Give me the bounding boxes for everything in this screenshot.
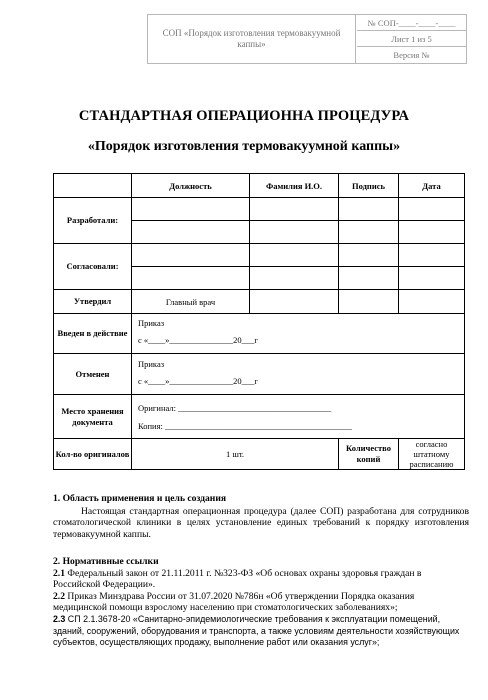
copies-count-label: Количество копий [339,439,399,470]
agreed-sign-2[interactable] [339,267,399,290]
developed-date-1[interactable] [399,198,465,221]
agreed-name-1[interactable] [250,244,339,267]
developed-sign-2[interactable] [339,221,399,244]
row-developed: Разработали: [54,198,132,244]
cancelled-date-line[interactable]: с «____»_______________20___г [138,376,258,386]
table-row [54,290,465,314]
main-title: СТАНДАРТНАЯ ОПЕРАЦИОННА ПРОЦЕДУРА [78,108,410,124]
item-number: 2.3 [53,614,66,624]
developed-position-2[interactable] [132,221,250,244]
originals-count-value: 1 шт. [132,439,339,470]
storage-original[interactable]: Оригинал: ____________________________________ [138,402,332,413]
table-row [54,198,465,221]
approved-sign[interactable] [339,290,399,314]
cancelled-order-cell [132,354,465,395]
row-introduced: Введен в действие [54,314,132,354]
agreed-date-2[interactable] [399,267,465,290]
section2-heading: 2. Нормативные ссылки [53,556,159,567]
introduced-order-cell [132,314,465,354]
section2-item-2 [53,591,469,614]
item-number: 2.2 [53,591,65,602]
header-number: № СОП-____-____-____ [357,15,466,31]
header-sheet: Лист 1 из 5 [357,31,466,47]
col-name: Фамилия И.О. [250,174,339,198]
introduced-order-label: Приказ [138,318,165,328]
table-row [54,439,465,470]
copies-count-value: согласно штатному расписанию [399,439,465,470]
row-originals-count: Кол-во оригиналов [54,439,132,470]
row-approved: Утвердил [54,290,132,314]
table-row [54,395,465,439]
developed-date-2[interactable] [399,221,465,244]
approval-table [53,173,465,470]
introduced-date-line[interactable]: с «____»_______________20___г [138,335,258,345]
approved-name[interactable] [250,290,339,314]
storage-copy[interactable]: Копия: ____________________________________________ [138,420,352,431]
col-date: Дата [399,174,465,198]
approved-position: Главный врач [132,290,250,314]
section1-heading: 1. Область применения и цель создания [53,493,227,504]
agreed-name-2[interactable] [250,267,339,290]
item-text: Федеральный закон от 21.11.2011 г. №323-ФЗ «Об основах охраны здоровья граждан в Российской Федерации». [53,568,422,591]
header-doc-title: СОП «Порядок изготовления термовакуумной каппы» [148,15,356,63]
section1-paragraph: Настоящая стандартная операционная процедура (далее СОП) разработана для сотрудников стоматологической клиники в целях установление единых требований к порядку изготовления термовакуумной каппы. [53,506,469,540]
header-version: Версия № [393,50,430,60]
cancelled-order-label: Приказ [138,359,165,369]
row-storage: Место хранения документа [54,395,132,439]
developed-position-1[interactable] [132,198,250,221]
developed-name-2[interactable] [250,221,339,244]
table-header-row [54,174,465,198]
table-row [54,314,465,354]
section2-item-1 [53,568,469,591]
col-signature: Подпись [339,174,399,198]
col-position: Должность [132,174,250,198]
section2-item-3 [53,614,469,649]
agreed-sign-1[interactable] [339,244,399,267]
item-number: 2.1 [53,568,65,579]
table-row [54,354,465,395]
agreed-position-2[interactable] [132,267,250,290]
developed-sign-1[interactable] [339,198,399,221]
agreed-position-1[interactable] [132,244,250,267]
table-row [54,244,465,267]
header-box [147,14,467,64]
developed-name-1[interactable] [250,198,339,221]
storage-cell [132,395,465,439]
row-cancelled: Отменен [54,354,132,395]
agreed-date-1[interactable] [399,244,465,267]
corner-cell [54,174,132,198]
row-agreed: Согласовали: [54,244,132,290]
item-text: СП 2.1.3678-20 «Санитарно-эпидемиологические требования к эксплуатации помещений, зданий, сооружений, оборудования и транспорта, а также условиям деятельности хозяйствующих субъектов, осуществляющих продажу, выполнение работ или оказания услуг»; [53,614,460,648]
approved-date[interactable] [399,290,465,314]
sub-title: «Порядок изготовления термовакуумной каппы» [87,139,401,154]
item-text: Приказ Минздрава России от 31.07.2020 №786н «Об утверждении Порядка оказания медицинской помощи взрослому населению при стоматологических заболеваниях»; [53,591,415,614]
